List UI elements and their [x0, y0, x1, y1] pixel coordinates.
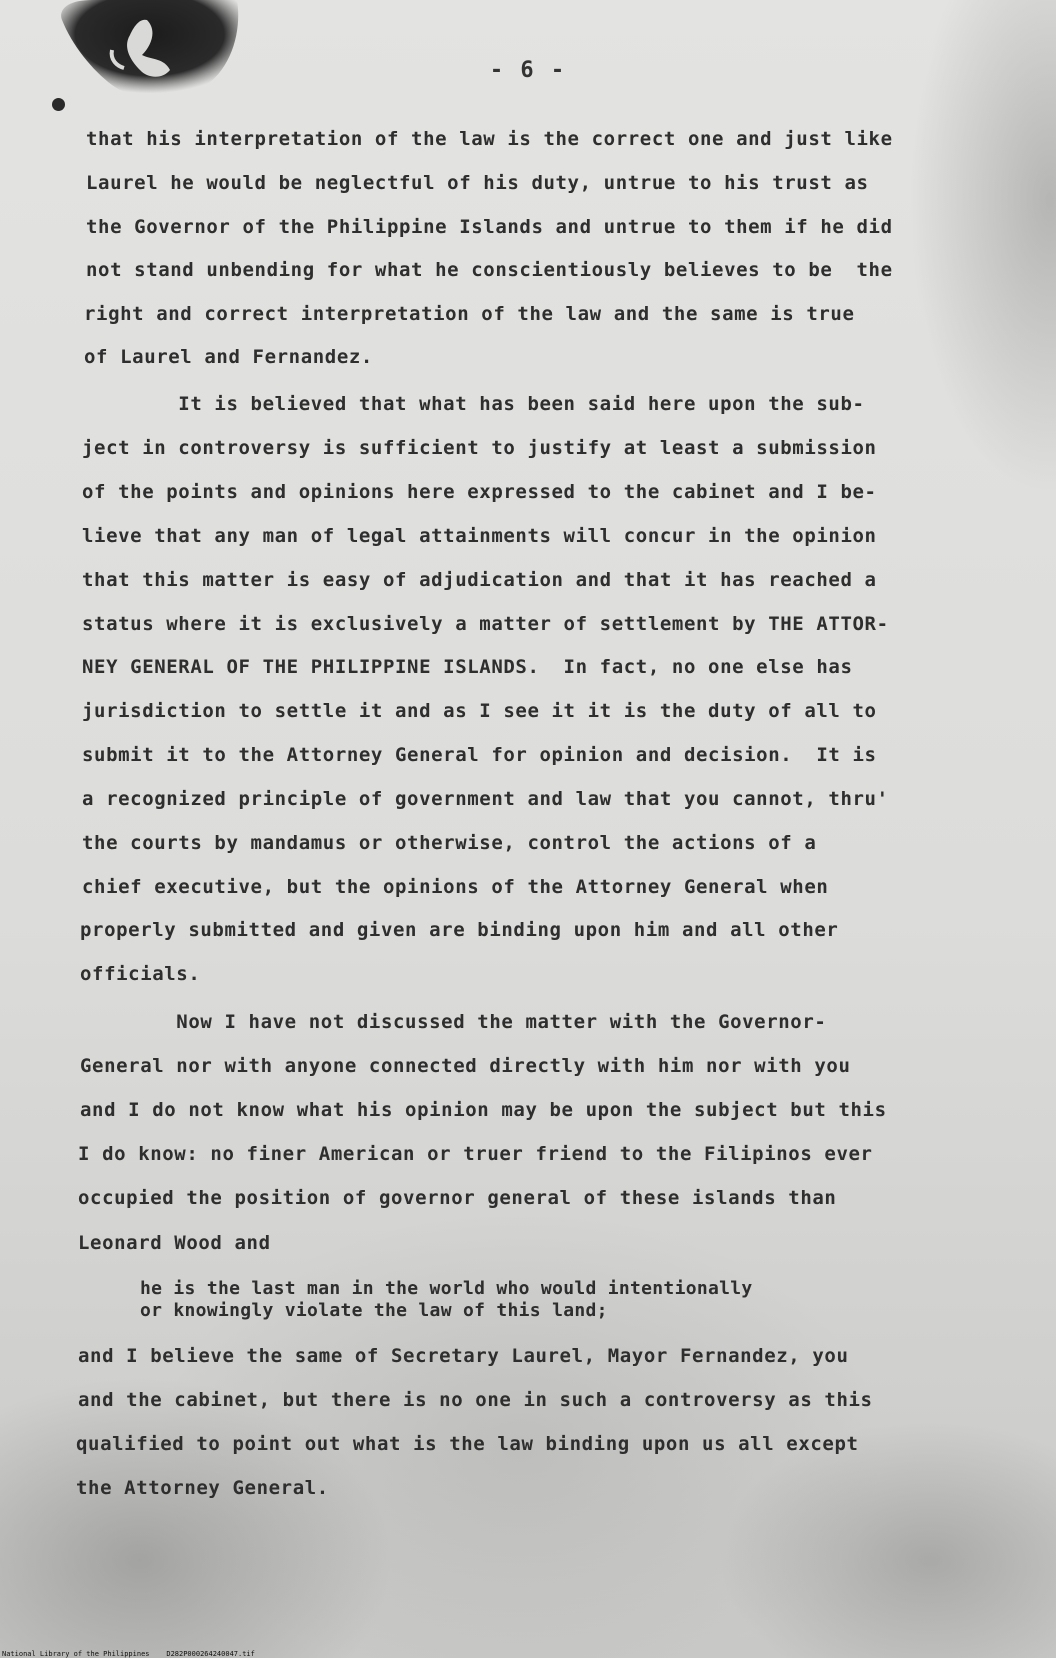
text-line: I do know: no finer American or truer friend to the Filipinos ever — [78, 1143, 873, 1165]
text-line: the courts by mandamus or otherwise, control the actions of a — [82, 832, 817, 854]
text-line: and I do not know what his opinion may be upon the subject but this — [80, 1099, 887, 1121]
page-number: - 6 - — [489, 58, 567, 83]
ink-stain — [52, 0, 252, 104]
text-line: Now I have not discussed the matter with the Governor- — [80, 1011, 827, 1033]
text-line: that this matter is easy of adjudication and that it has reached a — [82, 569, 877, 591]
text-line: occupied the position of governor general of these islands than — [78, 1187, 837, 1209]
text-line: submit it to the Attorney General for opinion and decision. It is — [82, 744, 877, 766]
text-line: the Governor of the Philippine Islands and untrue to them if he did — [86, 216, 893, 238]
text-line: NEY GENERAL OF THE PHILIPPINE ISLANDS. In fact, no one else has — [82, 656, 853, 678]
text-line: qualified to point out what is the law binding upon us all except — [76, 1433, 859, 1455]
archive-footer: National Library of the Philippines D282P000264240047.tif — [2, 1650, 255, 1658]
text-line: Leonard Wood and — [78, 1232, 271, 1254]
text-line: that his interpretation of the law is the correct one and just like — [86, 128, 893, 150]
text-line: the Attorney General. — [76, 1477, 329, 1499]
text-line: status where it is exclusively a matter of settlement by THE ATTOR- — [82, 613, 889, 635]
text-line: General nor with anyone connected directly with him nor with you — [80, 1055, 851, 1077]
text-line: Laurel he would be neglectful of his duty, untrue to his trust as — [86, 172, 869, 194]
text-line: of the points and opinions here expressed to the cabinet and I be- — [82, 481, 877, 503]
quote-line: or knowingly violate the law of this land; — [140, 1300, 608, 1321]
quote-line: he is the last man in the world who would intentionally — [140, 1278, 753, 1299]
text-line: right and correct interpretation of the law and the same is true — [84, 303, 855, 325]
text-line: of Laurel and Fernandez. — [84, 346, 373, 368]
text-line: not stand unbending for what he conscientiously believes to be the — [86, 259, 893, 281]
text-line: jurisdiction to settle it and as I see it it is the duty of all to — [82, 700, 877, 722]
text-line: officials. — [80, 963, 201, 985]
text-line: lieve that any man of legal attainments will concur in the opinion — [82, 525, 877, 547]
punch-hole — [52, 98, 65, 111]
text-line: and I believe the same of Secretary Laurel, Mayor Fernandez, you — [78, 1345, 849, 1367]
text-line: It is believed that what has been said here upon the sub- — [82, 393, 865, 415]
text-line: a recognized principle of government and law that you cannot, thru' — [82, 788, 889, 810]
text-line: chief executive, but the opinions of the Attorney General when — [82, 876, 829, 898]
text-line: and the cabinet, but there is no one in such a controversy as this — [78, 1389, 873, 1411]
text-line: properly submitted and given are binding upon him and all other — [80, 919, 839, 941]
text-line: ject in controversy is sufficient to justify at least a submission — [82, 437, 877, 459]
